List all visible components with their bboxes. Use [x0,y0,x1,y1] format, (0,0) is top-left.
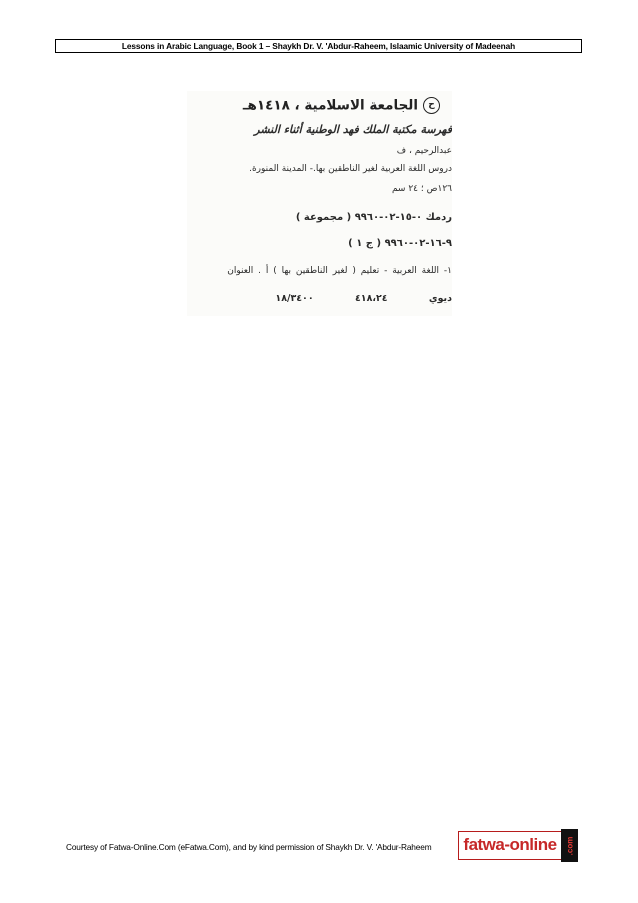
deposit-number: ١٨/٣٤٠٠ [275,293,314,304]
fatwa-online-logo [458,829,578,862]
isbn-set: ردمك ٠-١٥-٠٢-٩٩٦٠ ( مجموعة ) [295,212,452,223]
catalog-heading: فهرسة مكتبة الملك فهد الوطنية أثناء النشر [254,123,452,136]
copyright-holder: الجامعة الاسلامية ، ١٤١٨هـ [242,97,418,114]
isbn-volume: ٩-١٦-٠٢-٩٩٦٠ ( ج ١ ) [348,238,452,249]
page-header: Lessons in Arabic Language, Book 1 – Shaykh Dr. V. 'Abdur-Raheem, Islaamic University of Madeenah [55,39,582,53]
dewey-number: ديوي ٤١٨،٢٤ [354,293,452,304]
catalog-dewey-line [275,293,452,304]
logo-side-text: .com [565,836,574,855]
catalog-pages: ١٢٦ص ؛ ٢٤ سم [391,184,452,194]
copyright-symbol-icon: ح [423,97,440,114]
copyright-line [243,97,440,114]
scanned-catalog-record [187,91,452,316]
logo-wordmark: fatwa-online [458,831,562,860]
footer-credit: Courtesy of Fatwa-Online.Com (eFatwa.Com), and by kind permission of Shaykh Dr. V. 'Abdur-Raheem [66,842,432,852]
logo-side-tab [561,829,578,862]
catalog-title: دروس اللغة العربية لغير الناطقين بها.- المدينة المنورة. [249,164,452,174]
catalog-subject: ١- اللغة العربية - تعليم ( لغير الناطقين بها ) أ . العنوان [227,266,452,276]
catalog-author: عبدالرحيم ، ف [396,146,452,156]
